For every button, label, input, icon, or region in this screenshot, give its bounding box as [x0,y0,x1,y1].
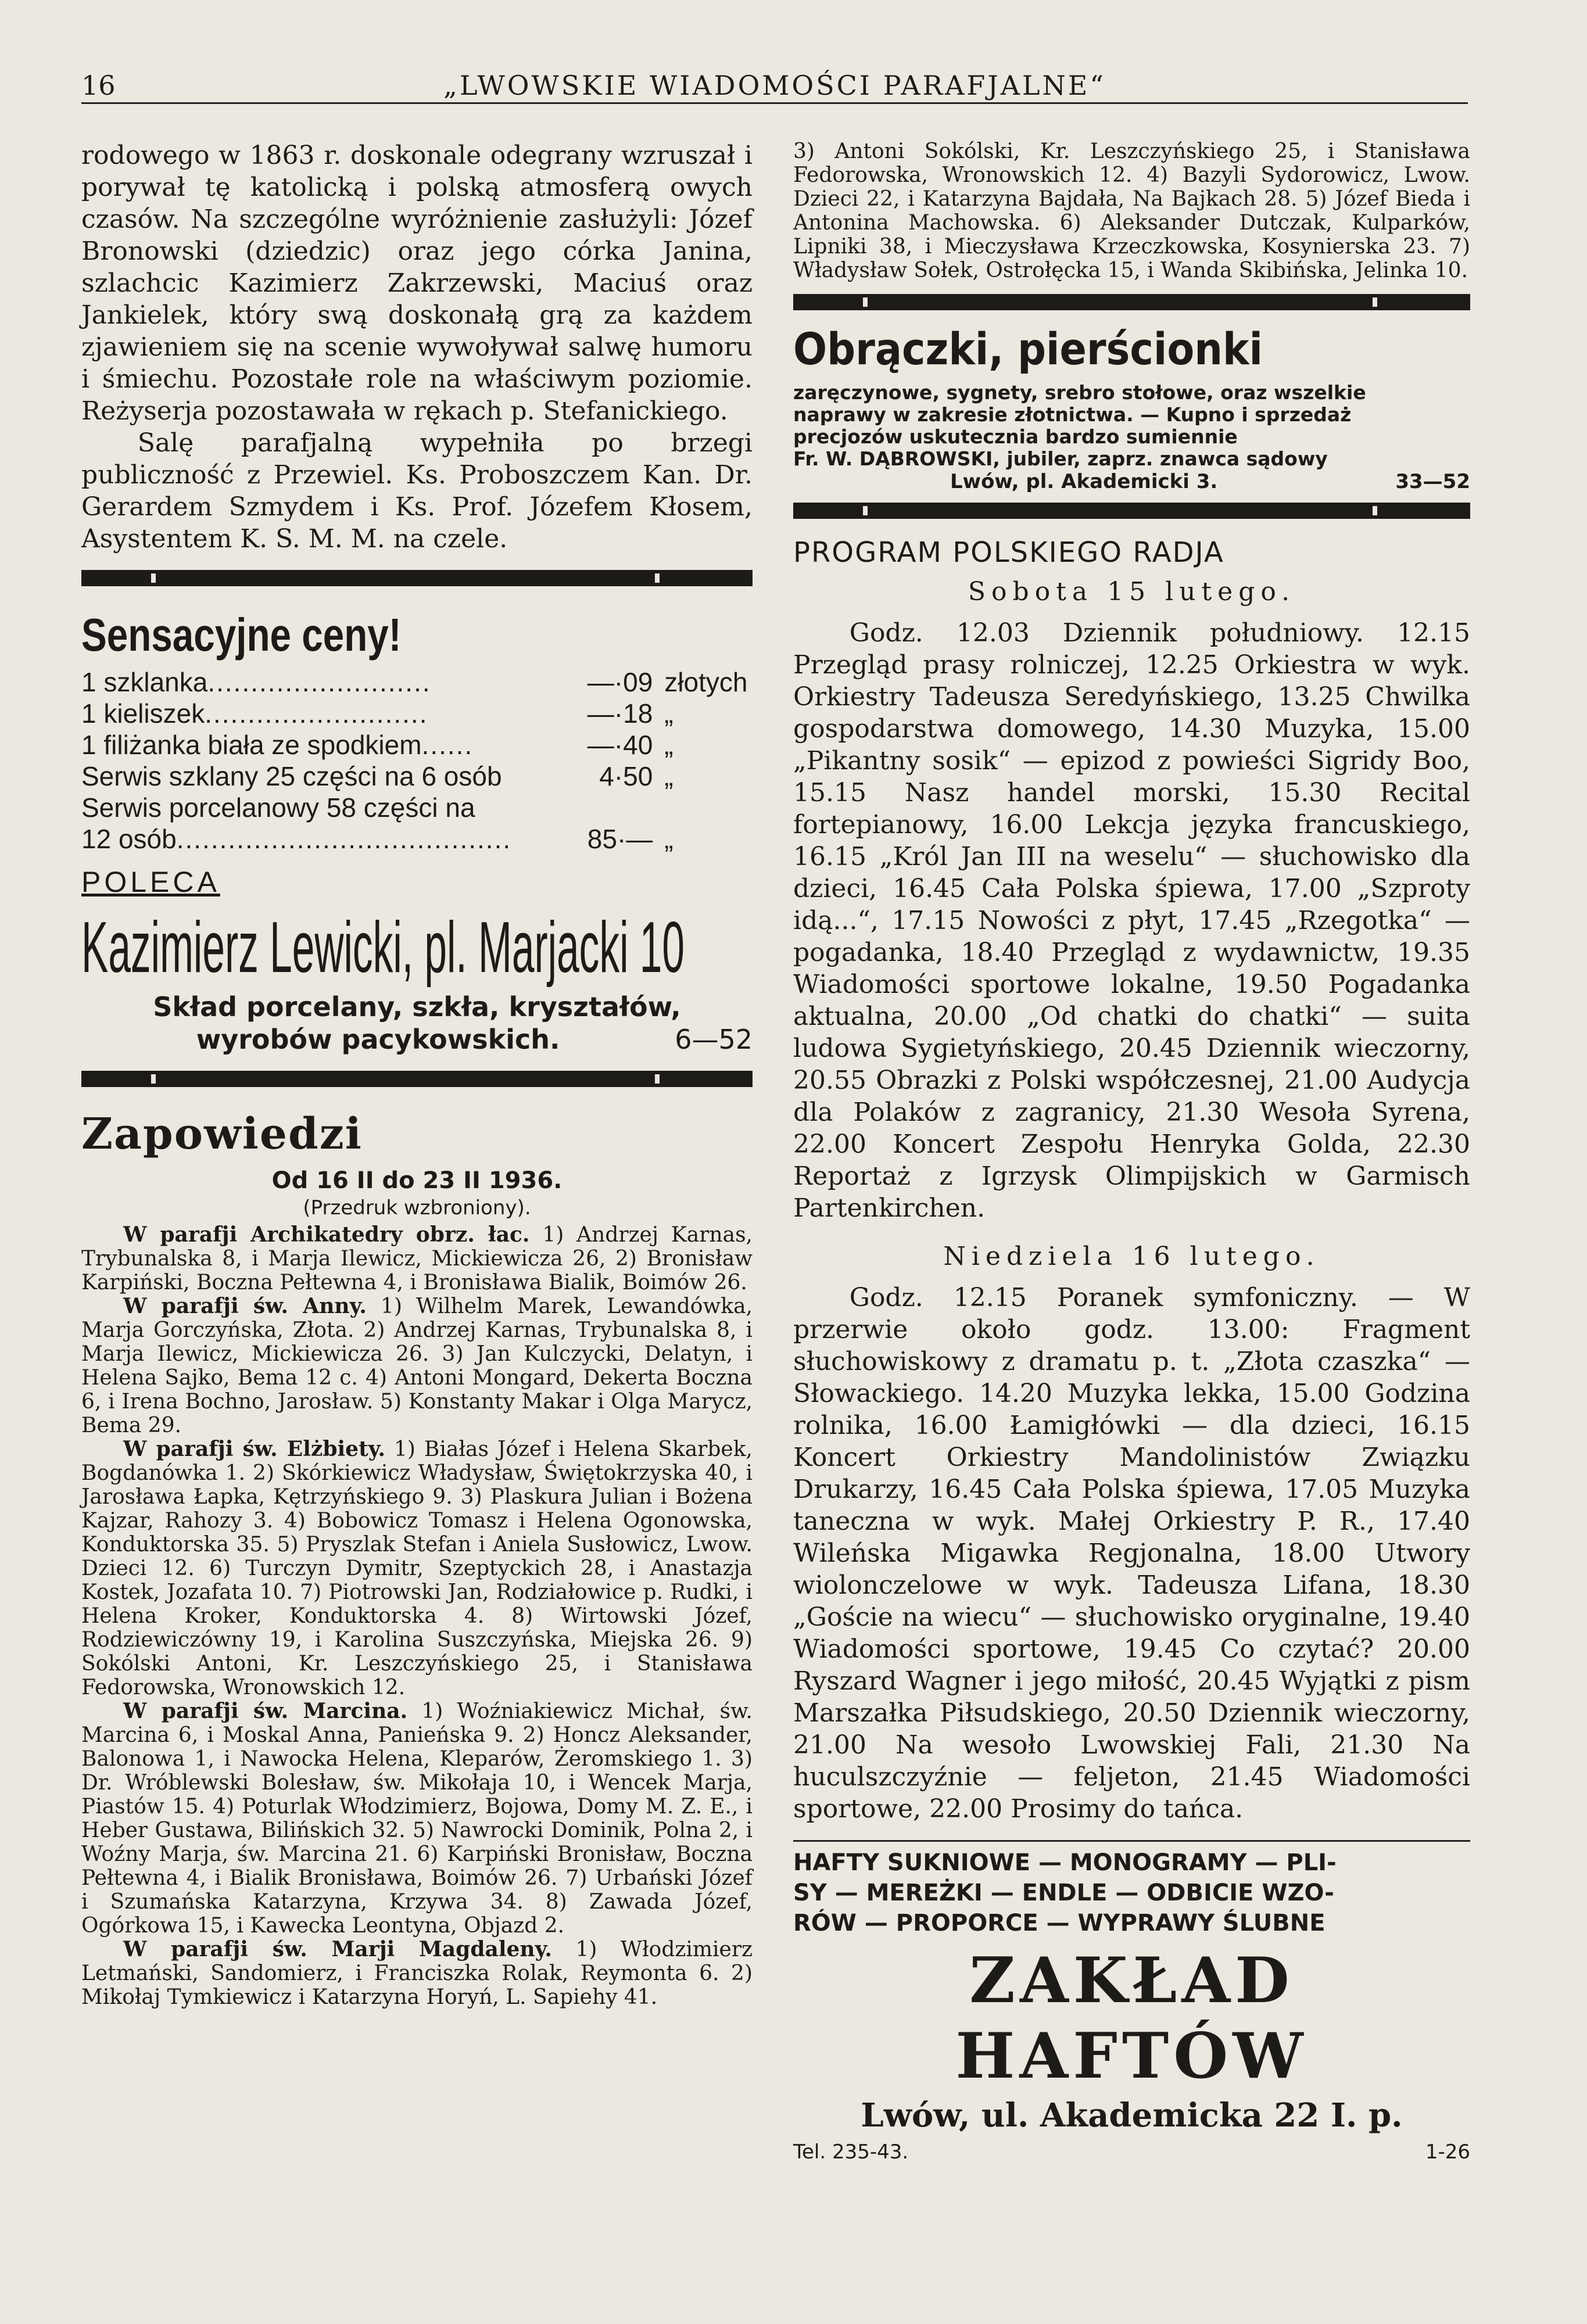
price-unit: „ [664,698,674,729]
obraczki-line: zaręczynowe, sygnety, srebro stołowe, oraz wszelkie [793,381,1366,404]
zapowiedzi-note: (Przedruk wzbroniony). [303,1196,531,1220]
obraczki-text [793,382,1470,470]
parish-text: 1) Wilhelm Marek, Lewandówka, Marja Gorczyńska, Złota. 2) Andrzej Karnas, Trybunalska 8, i Marja Ilewicz, Mickiewicza 26. 3) Jan Kulczycki, Delatyn, i Helena Sajko, Bema 12 c. 4) Antoni Mongard, Dekerta Boczna 6, i Irena Bochno, Jarosław. 5) Konstanty Makar i Olga Marycz, Bema 29. [81,1294,753,1437]
price-row [81,666,753,698]
haft-top-rule [793,1840,1470,1842]
parish-name: W parafji św. Elżbiety. [123,1437,386,1461]
zapowiedzi-heading: Zapowiedzi [81,1109,363,1159]
obraczki-address-row [793,470,1470,493]
day-heading-saturday: Sobota 15 lutego. [968,577,1296,607]
day-heading-sunday: Niedziela 16 lutego. [943,1242,1320,1271]
radio-program-heading: PROGRAM POLSKIEGO RADJA [793,536,1224,569]
parish-entry [81,1223,753,1294]
haft-services [793,1848,1470,1938]
price-row [81,698,753,729]
price-value: 85·— [587,824,653,854]
obraczki-line: naprawy w zakresie złotnictwa. — Kupno i sprzedaż [793,403,1352,426]
price-row [81,729,753,761]
sunday-program: Godz. 12.15 Poranek symfoniczny. — W przerwie około godz. 13.00: Fragment słuchowiskowy z dramatu p. t. „Złota czaszka“ — Słowackiego. 14.20 Muzyka lekka, 15.00 Godzina rolnika, 16.00 Łamigłówki — dla dzieci, 16.15 Koncert Orkiestry Mandolinistów Związku Drukarzy, 16.45 Cała Polska śpiewa, 17.05 Muzyka taneczna w wyk. Małej Orkiestry P. R., 17.40 Wileńska Migawka Regjonalna, 18.00 Utwory wiolonczelowe w wyk. Tadeusza Lifana, 18.30 „Goście na wiecu“ — słuchowisko oryginalne, 19.40 Wiadomości sportowe, 19.45 Co czytać? 20.00 Ryszard Wagner i jego miłość, 20.45 Wyjątki z pism Marszałka Piłsudskiego, 20.50 Dziennik wieczorny, 21.00 Na wesoło Lwowskiej Fali, 21.30 Na huculszczyźnie — feljeton, 21.45 Wiadomości sportowe, 22.00 Prosimy do tańca. [793,1283,1470,1824]
ad-code: 1-26 [1425,2140,1470,2164]
price-item: 1 filiżanka biała ze spodkiem [81,730,422,760]
obraczki-line: precjozów uskutecznia bardzo sumiennie [793,425,1238,448]
parish-text: 1) Włodzimierz Letmański, Sandomierz, i Franciszka Rolak, Reymonta 6. 2) Mikołaj Tymkiewicz i Katarzyna Horyń, L. Sapiehy 41. [81,1938,753,2009]
haft-address: Lwów, ul. Akademicka 22 I. p. [861,2096,1403,2135]
haft-line: SY — MEREŻKI — ENDLE — ODBICIE WZO- [793,1880,1334,1906]
price-value: 4·50 [599,761,653,791]
leader-dots: .......................... [207,667,431,697]
haft-tel: Tel. 235-43. [793,2140,909,2164]
article-paragraph-2: Salę parafjalną wypełniła po brzegi publiczność z Przewiel. Ks. Proboszczem Kan. Dr. Gerardem Szmydem i Ks. Prof. Józefem Kłosem, Asystentem K. S. M. M. na czele. [81,428,753,554]
saturday-program: Godz. 12.03 Dziennik południowy. 12.15 Przegląd prasy rolniczej, 12.25 Orkiestra w wyk. Orkiestry Tadeusza Seredyńskiego, 13.25 Chwilka gospodarstwa domowego, 14.30 Muzyka, 15.00 „Pikantny sosik“ — epizod z powieści Sigridy Boo, 15.15 Nasz handel morski, 15.30 Recital fortepianowy, 16.00 Lekcja języka francuskiego, 16.15 „Król Jan III na weselu“ — słuchowisko dla dzieci, 16.45 Cała Polska śpiewa, 17.00 „Szproty idą...“, 17.15 Nowości z płyt, 17.45 „Rzegotka“ — pogadanka, 18.40 Przegląd z wydawnictw, 19.35 Wiadomości sportowe lokalne, 19.50 Pogadanka aktualna, 20.00 „Od chatki do chatki“ — suita ludowa Sygietyńskiego, 20.45 Dziennik wieczorny, 20.55 Obrazki z Polski współczesnej, 21.00 Audycja dla Polaków z zagranicy, 21.30 Wesoła Syrena, 22.00 Koncert Zespołu Henryka Golda, 22.30 Reportaż z Igrzysk Olimpijskich w Garmisch Partenkirchen. [793,618,1470,1223]
price-item: 1 kieliszek [81,698,205,729]
parish-entry [81,1294,753,1437]
header-rule [81,102,1468,104]
zapowiedzi-dates: Od 16 II do 23 II 1936. [271,1167,563,1194]
page-number: 16 [81,70,116,101]
price-value: —·09 [587,667,653,697]
parish-text: 1) Andrzej Karnas, Trybunalska 8, i Marja Ilewicz, Mickiewicza 26, 2) Bronisław Karpiński, Boczna Pełtewna 4, i Bronisława Bialik, Boimów 26. [81,1223,753,1294]
parish-name: W parafji Archikatedry obrz. łac. [123,1222,530,1247]
haft-line: HAFTY SUKNIOWE — MONOGRAMY — PLI- [793,1849,1337,1876]
parish-entry [81,1938,753,2009]
parish-text: 1) Białas Józef i Helena Skarbek, Bogdanówka 1. 2) Skórkiewicz Władysław, Świętokrzyska 40, i Jarosława Łapka, Kętrzyńskiego 9. 3) Plaskura Julian i Bożena Kajzar, Rahozy 3. 4) Bobowicz Tomasz i Helena Ogonowska, Konduktorska 35. 5) Pryszlak Stefan i Aniela Susłowicz, Lwow. Dzieci 12. 6) Turczyn Dymitr, Szeptyckich 28, i Anastazja Kostek, Jozafata 10. 7) Piotrowski Jan, Rodziałowice p. Rudki, i Helena Kroker, Konduktorska 4. 8) Wirtowski Józef, Rodziewiczówny 19, i Karolina Suszczyńska, Miejska 26. 9) Sokólski Antoni, Kr. Leszczyńskiego 25, i Stanisława Fedorowska, Wronowskich 12. [81,1437,753,1699]
price-item: 1 szklanka [81,667,208,697]
haft-line: RÓW — PROPORCE — WYPRAWY ŚLUBNE [793,1910,1326,1936]
price-unit: „ [664,730,674,760]
article-paragraph-1: rodowego w 1863 r. doskonale odegrany wzruszał i porywał tę katolicką i polską atmosferą owych czasów. Na szczególne wyróżnienie zasłużyli: Józef Bronowski (dziedzic) oraz jego córka Janina, szlachcic Kazimierz Zakrzewski, Maciuś oraz Jankielek, który swą doskonałą grą za każdem zjawieniem się na scenie wywoływał salwę humoru i śmiechu. Pozostałe role na właściwym poziomie. Reżyserja pozostawała w rękach p. Stefanickiego. [81,141,753,426]
parish-entry [81,1437,753,1699]
price-row [81,823,753,855]
price-item: Serwis porcelanowy 58 części na [81,792,475,823]
price-unit: „ [664,761,674,791]
price-row [81,761,753,792]
page-header [81,70,1468,105]
sensacyjne-heading: Sensacyjne ceny! [81,609,402,661]
separator-bar [81,570,753,586]
advertiser-name: Kazimierz Lewicki, pl. Marjacki 10 [81,908,685,988]
ad-code: 6—52 [675,1024,753,1055]
right-column [793,139,1470,2164]
leader-dots: ....................................... [176,824,512,854]
parish-name: W parafji św. Anny. [123,1294,367,1318]
price-list [81,666,753,855]
shop-description [81,991,753,1056]
price-unit: złotych [664,667,748,697]
zaklad-haftow-name: ZAKŁAD HAFTÓW [955,1944,1308,2093]
running-title: „LWOWSKIE WIADOMOŚCI PARAFJALNE“ [443,70,1106,101]
price-item: 12 osób [81,824,177,854]
shop-text: Skład porcelany, szkła, kryształów, wyrobów pacykowskich. [153,991,681,1055]
obraczki-address: Lwów, pl. Akademicki 3. [950,470,1218,493]
poleca-label: POLECA [81,866,220,898]
price-row [81,792,753,823]
parish-entry [81,1699,753,1938]
price-value [578,792,659,823]
left-column [81,139,753,2009]
price-item: Serwis szklany 25 części na 6 osób [81,761,502,791]
parish-text: 1) Woźniakiewicz Michał, św. Marcina 6, i Moskal Anna, Panieńska 9. 2) Honcz Aleksander, Balonowa 1, i Nawocka Helena, Kleparów, Żeromskiego 1. 3) Dr. Wróblewski Bolesław, św. Mikołaja 10, i Wencek Marja, Piastów 15. 4) Poturlak Włodzimierz, Bojowa, Domy M. Z. E., i Heber Gustawa, Bilińskich 32. 5) Nawrocki Dominik, Polna 2, i Woźny Marja, św. Marcina 21. 6) Karpiński Bronisław, Boczna Pełtewna 4, i Bialik Bronisława, Boimów 26. 7) Urbański Józef i Szumańska Katarzyna, Krzywa 34. 8) Zawada Józef, Ogórkowa 15, i Kawecka Leontyna, Objazd 2. [81,1699,753,1938]
price-unit: „ [664,824,674,854]
obraczki-heading: Obrączki, pierścionki [793,323,1263,375]
price-value: —·40 [587,730,653,760]
parish-name: W parafji św. Marcina. [123,1699,408,1723]
price-value: —·18 [587,698,653,729]
separator-bar [793,503,1470,519]
leader-dots: .......................... [205,698,428,729]
zapowiedzi-continuation: 3) Antoni Sokólski, Kr. Leszczyńskiego 25, i Stanisława Fedorowska, Wronowskich 12. 4) Bazyli Sydorowicz, Lwow. Dzieci 22, i Katarzyna Bajdała, Na Bajkach 28. 5) Józef Bieda i Antonina Machowska. 6) Aleksander Dutczak, Kulparków, Lipniki 38, i Mieczysława Krzeczkowska, Kosynierska 23. 7) Władysław Sołek, Ostrołęcka 15, i Wanda Skibińska, Jelinka 10. [793,139,1470,282]
ad-code: 33—52 [1395,470,1470,493]
obraczki-line: Fr. W. DĄBROWSKI, jubiler, zaprz. znawca sądowy [793,447,1328,470]
price-unit [658,792,753,823]
parish-name: W parafji św. Marji Magdaleny. [123,1937,552,1961]
leader-dots: ...... [421,730,474,760]
haft-tel-row [793,2140,1470,2164]
separator-bar [793,294,1470,310]
separator-bar [81,1071,753,1087]
